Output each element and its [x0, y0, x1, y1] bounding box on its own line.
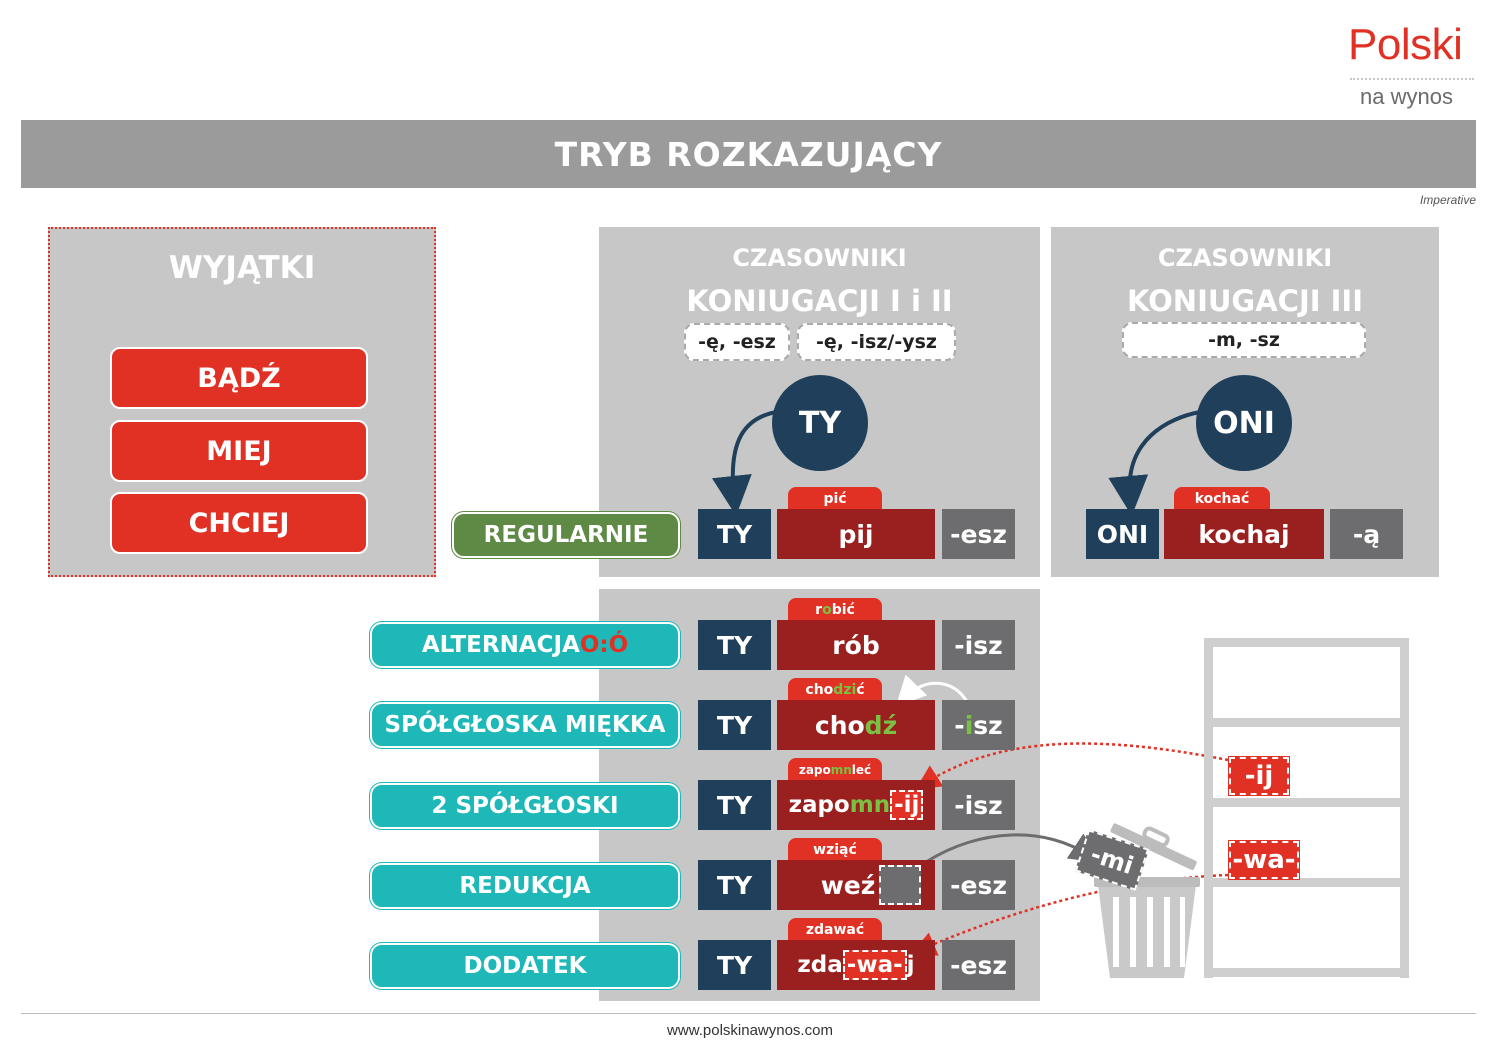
- arrow-icon: [1130, 412, 1200, 496]
- infinitive-tab: [788, 598, 882, 621]
- infinitive-tab: [788, 678, 882, 701]
- person-cell: TY: [698, 509, 771, 559]
- logo-tagline: na wynos: [1360, 84, 1453, 109]
- person-cell: TY: [698, 860, 771, 910]
- form-part: weź: [820, 870, 876, 900]
- footer-divider: [21, 1013, 1476, 1014]
- shelf-tag-wa: -wa-: [1229, 841, 1299, 879]
- exceptions-title: WYJĄTKI: [168, 250, 316, 286]
- infinitive-mark: dzi: [833, 681, 857, 698]
- shelf-icon: [1204, 638, 1409, 978]
- infinitive-tab: zdawać: [788, 918, 882, 941]
- infinitive-part: ć: [856, 681, 865, 698]
- ending-cell: [942, 700, 1015, 750]
- form-added-infix: -wa-: [843, 950, 907, 980]
- ending-cell: -esz: [942, 860, 1015, 910]
- imperative-form: [777, 780, 935, 830]
- rule-label-soft-consonant: SPÓŁGŁOSKA MIĘKKA: [370, 702, 680, 748]
- ending-cell: -esz: [942, 940, 1015, 990]
- removed-sound-tag: -mi: [1075, 829, 1149, 891]
- form-mark: ó: [844, 630, 862, 660]
- rule-label-reduction: REDUKCJA: [370, 863, 680, 909]
- exception-item: BĄDŹ: [110, 347, 368, 409]
- rule-label-addition: DODATEK: [370, 943, 680, 989]
- exception-item: CHCIEJ: [110, 492, 368, 554]
- rule-label-alternation: [370, 622, 680, 668]
- infinitive-part: cho: [805, 681, 834, 698]
- infinitive-part: bić: [831, 601, 855, 618]
- form-part: j: [906, 952, 915, 978]
- conjugation-1-2-heading-line1: CZASOWNIKI: [732, 244, 907, 272]
- infinitive-mark: mn: [830, 762, 852, 777]
- imperative-form: [777, 940, 935, 990]
- imperative-form: [777, 860, 935, 910]
- ending-part: -: [954, 710, 965, 740]
- conjugation-3-heading-line1: CZASOWNIKI: [1157, 244, 1333, 272]
- form-mark: dź: [864, 710, 898, 740]
- form-part: cho: [814, 710, 865, 740]
- infinitive-tab: kochać: [1174, 487, 1270, 510]
- infinitive-part: zapo: [798, 762, 831, 777]
- infinitive-tab: [788, 758, 882, 781]
- exception-item: MIEJ: [110, 420, 368, 482]
- removed-slot: [879, 865, 921, 905]
- person-cell: TY: [698, 620, 771, 670]
- rule-label-text: ALTERNACJA: [421, 632, 580, 658]
- ending-part: sz: [973, 710, 1003, 740]
- person-cell: TY: [698, 940, 771, 990]
- ending-pill: -ę, -isz/-ysz: [797, 323, 956, 361]
- ending-cell: -isz: [942, 620, 1015, 670]
- conjugation-1-2-heading-line2: KONIUGACJI I i II: [686, 284, 953, 318]
- page-title: TRYB ROZKAZUJĄCY: [554, 134, 943, 174]
- person-cell: TY: [698, 700, 771, 750]
- infinitive-mark: o: [822, 601, 832, 618]
- infinitive-part: r: [815, 601, 823, 618]
- ending-cell: -ą: [1330, 509, 1403, 559]
- ending-pill: -ę, -esz: [684, 323, 790, 361]
- page-subtitle: Imperative: [1419, 193, 1476, 207]
- person-circle-ty: TY: [772, 375, 868, 471]
- person-cell: TY: [698, 780, 771, 830]
- imperative-form: pij: [777, 509, 935, 559]
- form-part: zda: [797, 952, 843, 978]
- shelf-tag-ij: -ij: [1229, 757, 1289, 795]
- arrow-icon: [926, 835, 1090, 862]
- rule-label-regular: REGULARNIE: [452, 512, 680, 558]
- ending-cell: -isz: [942, 780, 1015, 830]
- conjugation-3-heading-line2: KONIUGACJI III: [1126, 284, 1363, 318]
- rule-label-accent: O:Ó: [579, 632, 629, 658]
- form-added-ending: -ij: [890, 790, 923, 820]
- ending-pill: -m, -sz: [1122, 322, 1366, 358]
- form-mark: mn: [849, 792, 891, 818]
- ending-cell: -esz: [942, 509, 1015, 559]
- person-circle-oni: ONI: [1196, 375, 1292, 471]
- imperative-form: [777, 620, 935, 670]
- form-part: b: [861, 630, 880, 660]
- footer-url: www.polskinawynos.com: [667, 1022, 833, 1039]
- rule-label-two-consonants: 2 SPÓŁGŁOSKI: [370, 783, 680, 829]
- person-cell: ONI: [1086, 509, 1159, 559]
- infinitive-tab: pić: [788, 487, 882, 510]
- imperative-form: kochaj: [1164, 509, 1324, 559]
- ending-mark: i: [964, 710, 974, 740]
- infinitive-tab: wziąć: [788, 838, 882, 861]
- form-part: r: [832, 630, 845, 660]
- form-part: zapo: [788, 792, 850, 818]
- infinitive-part: leć: [851, 762, 872, 777]
- imperative-form: [777, 700, 935, 750]
- arrow-icon: [733, 412, 776, 496]
- logo-title: Polski: [1348, 20, 1463, 69]
